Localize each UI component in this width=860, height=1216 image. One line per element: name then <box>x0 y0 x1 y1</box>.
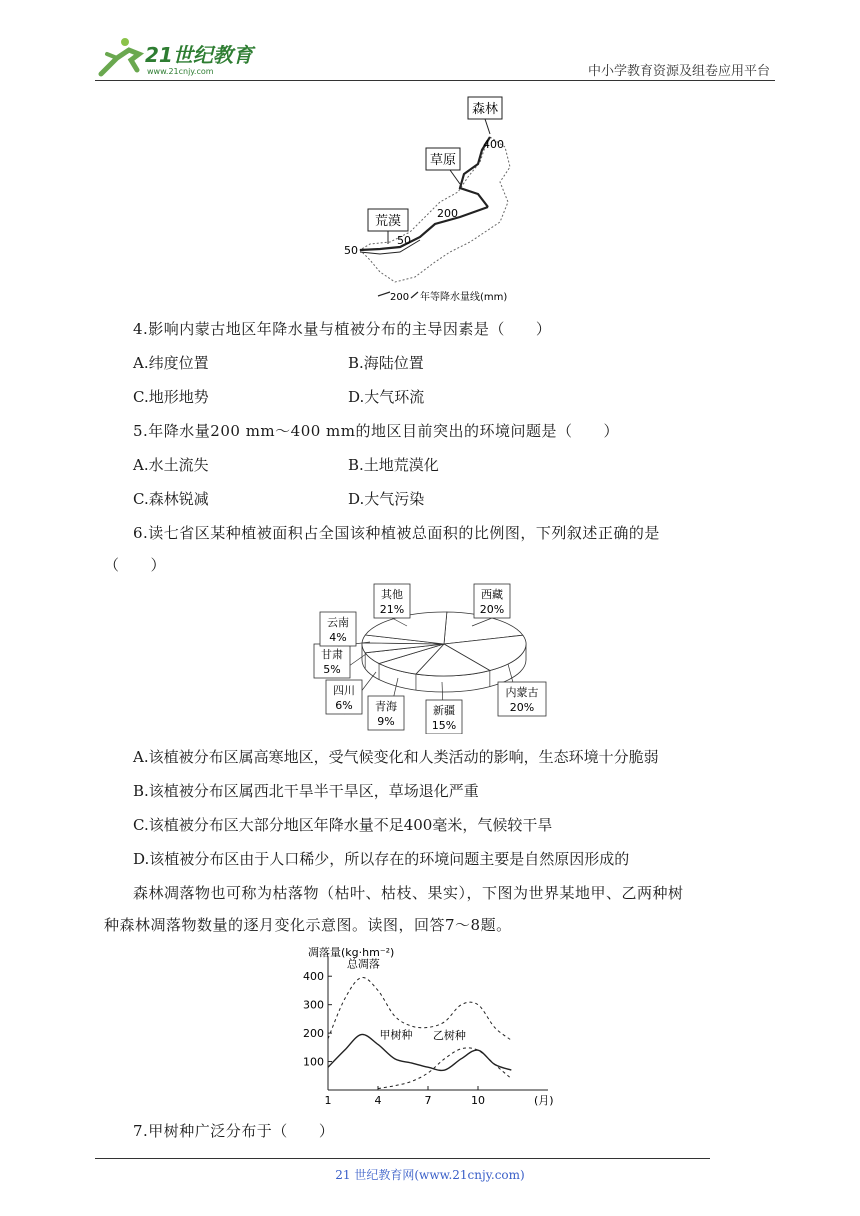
pie-label-name: 西藏 <box>481 588 503 601</box>
series-line-乙树种 <box>378 1048 511 1089</box>
q6-option-a[interactable]: A.该植被分布区属高寒地区，受气候变化和人类活动的影响，生态环境十分脆弱 <box>133 748 659 766</box>
pie-label-name: 甘肃 <box>321 648 343 661</box>
site-logo <box>95 36 265 80</box>
x-tick-label-4: 4 <box>374 1094 382 1107</box>
header-platform-text: 中小学教育资源及组卷应用平台 <box>587 64 770 79</box>
y-tick-label-200: 200 <box>303 1027 324 1041</box>
chart-axes <box>303 956 554 1107</box>
series-label-总凋落: 总凋落 <box>346 957 380 971</box>
svg-text:森林: 森林 <box>471 102 499 117</box>
x-tick-label-7: 7 <box>424 1094 432 1107</box>
label-forest <box>468 97 502 134</box>
pie-label-name: 其他 <box>381 588 403 601</box>
chart-ylabel: 凋落量(kg·hm⁻²) <box>308 946 395 959</box>
q5-stem: 5.年降水量200 mm～400 mm的地区目前突出的环境问题是（ ） <box>133 422 620 440</box>
q6-option-b[interactable]: B.该植被分布区属西北干旱半干旱区，草场退化严重 <box>133 782 479 800</box>
logo-url: www.21cnjy.com <box>147 67 214 76</box>
pie-top <box>362 612 526 676</box>
q4-option-d[interactable]: D.大气环流 <box>348 388 425 406</box>
q6-stem: 6.读七省区某种植被面积占全国该种植被总面积的比例图，下列叙述正确的是 <box>133 524 660 542</box>
value-200: 200 <box>437 207 458 220</box>
q5-option-a[interactable]: A.水土流失 <box>133 456 209 474</box>
litterfall-line-chart <box>296 942 566 1110</box>
q4-option-a[interactable]: A.纬度位置 <box>133 354 209 372</box>
pie-label-甘肃 <box>314 644 366 678</box>
pie-label-pct: 15% <box>431 719 457 732</box>
footer-divider <box>95 1158 710 1159</box>
pie-label-pct: 21% <box>379 603 405 616</box>
q6-option-c[interactable]: C.该植被分布区大部分地区年降水量不足400毫米，气候较干旱 <box>133 816 553 834</box>
pie-label-pct: 9% <box>377 715 395 728</box>
vegetation-precipitation-map <box>340 92 530 307</box>
series-line-甲树种 <box>328 1034 511 1070</box>
runner-icon <box>101 38 139 74</box>
q5-option-c[interactable]: C.森林锐减 <box>133 490 209 508</box>
q5-option-d[interactable]: D.大气污染 <box>348 490 425 508</box>
q7-stem: 7.甲树种广泛分布于（ ） <box>133 1122 335 1140</box>
pie-label-name: 新疆 <box>433 704 455 717</box>
pie-label-pct: 20% <box>509 701 535 714</box>
chart-xlabel: (月) <box>534 1094 554 1107</box>
series-label-乙树种: 乙树种 <box>432 1028 466 1042</box>
value-50-b: 50 <box>344 244 358 257</box>
passage-line-2: 种森林凋落物数量的逐月变化示意图。读图，回答7～8题。 <box>104 916 512 934</box>
svg-text:荒漠: 荒漠 <box>374 214 402 229</box>
svg-text:200: 200 <box>390 292 410 303</box>
pie-label-pct: 4% <box>329 631 347 644</box>
pie-label-name: 内蒙古 <box>505 686 539 699</box>
label-grassland <box>426 148 460 184</box>
pie-label-name: 云南 <box>327 616 349 629</box>
value-50-a: 50 <box>397 234 411 247</box>
logo-text: 21世纪教育 <box>145 43 253 67</box>
pie-label-pct: 5% <box>323 663 341 676</box>
q4-option-c[interactable]: C.地形地势 <box>133 388 209 406</box>
q6-stem-bracket: （ ） <box>104 556 167 574</box>
q4-option-b[interactable]: B.海陆位置 <box>348 354 424 372</box>
q5-option-b[interactable]: B.土地荒漠化 <box>348 456 439 474</box>
pie-label-pct: 6% <box>335 699 353 712</box>
y-tick-label-300: 300 <box>303 998 324 1012</box>
svg-text:年等降水量线(mm): 年等降水量线(mm) <box>420 292 508 303</box>
y-tick-label-100: 100 <box>303 1055 324 1069</box>
value-400: 400 <box>483 138 504 151</box>
q4-stem: 4.影响内蒙古地区年降水量与植被分布的主导因素是（ ） <box>133 320 552 338</box>
x-tick-label-1: 1 <box>324 1094 332 1107</box>
chart-lines <box>328 977 511 1088</box>
x-tick-label-10: 10 <box>471 1094 485 1107</box>
series-line-总凋落 <box>328 977 511 1040</box>
series-label-甲树种: 甲树种 <box>379 1028 413 1042</box>
header-divider <box>95 80 775 81</box>
footer-source: 21 世纪教育网(www.21cnjy.com) <box>335 1168 525 1182</box>
pie-label-pct: 20% <box>479 603 505 616</box>
passage-line-1: 森林凋落物也可称为枯落物（枯叶、枯枝、果实），下图为世界某地甲、乙两种树 <box>133 884 684 902</box>
chart-series-labels <box>347 957 466 1042</box>
y-tick-label-400: 400 <box>303 970 324 984</box>
pie-label-name: 青海 <box>375 700 397 713</box>
svg-text:草原: 草原 <box>429 153 457 168</box>
pie-label-name: 四川 <box>333 684 355 697</box>
vegetation-share-pie <box>312 582 552 734</box>
map-legend <box>378 290 507 303</box>
q6-option-d[interactable]: D.该植被分布区由于人口稀少，所以存在的环境问题主要是自然原因形成的 <box>133 850 630 868</box>
